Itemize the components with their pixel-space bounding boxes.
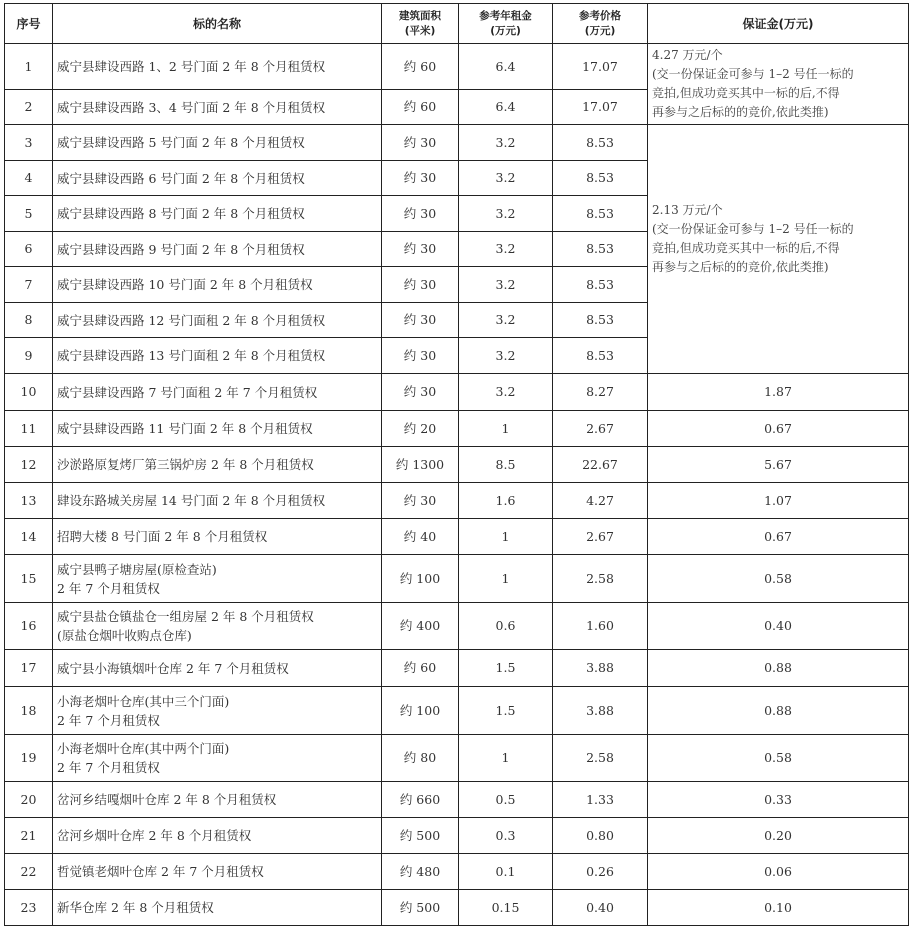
header-price-top: 参考价格 [579, 9, 621, 22]
cell-seq: 13 [5, 483, 53, 519]
header-area [382, 4, 459, 44]
cell-name-line: 威宁县肆设西路 5 号门面 2 年 8 个月租赁权 [57, 135, 305, 150]
header-row [5, 4, 909, 44]
cell-area: 约 30 [382, 303, 459, 338]
cell-name [53, 303, 382, 338]
cell-name [53, 818, 382, 854]
cell-seq: 8 [5, 303, 53, 338]
cell-price: 8.53 [553, 338, 648, 374]
cell-deposit: 0.06 [648, 854, 909, 890]
cell-name [53, 890, 382, 926]
cell-name [53, 161, 382, 196]
cell-name-line: 威宁县肆设西路 13 号门面租 2 年 8 个月租赁权 [57, 348, 326, 363]
cell-price: 8.53 [553, 125, 648, 161]
table-row [5, 735, 909, 782]
cell-area: 约 480 [382, 854, 459, 890]
cell-rent: 1.6 [459, 483, 553, 519]
header-seq: 序号 [5, 4, 53, 44]
cell-seq: 4 [5, 161, 53, 196]
cell-name-line: 2 年 7 个月租赁权 [57, 580, 160, 596]
cell-rent: 3.2 [459, 196, 553, 232]
cell-rent: 3.2 [459, 125, 553, 161]
cell-name-line: 威宁县肆设西路 11 号门面 2 年 8 个月租赁权 [57, 421, 313, 436]
cell-deposit: 0.67 [648, 411, 909, 447]
cell-price: 2.58 [553, 735, 648, 782]
cell-name [53, 232, 382, 267]
cell-name [53, 735, 382, 782]
cell-name [53, 854, 382, 890]
cell-area: 约 30 [382, 483, 459, 519]
cell-price: 2.67 [553, 519, 648, 555]
cell-name-line: 威宁县肆设西路 3、4 号门面 2 年 8 个月租赁权 [57, 99, 326, 115]
cell-seq: 5 [5, 196, 53, 232]
cell-rent: 1 [459, 411, 553, 447]
deposit-group-2-note: (交一份保证金可参与 1–2 号任一标的 [652, 222, 854, 236]
cell-area: 约 30 [382, 196, 459, 232]
deposit-group-1-note: 竞拍,但成功竞买其中一标的后,不得 [652, 86, 840, 100]
cell-deposit: 0.20 [648, 818, 909, 854]
cell-deposit: 0.33 [648, 782, 909, 818]
cell-seq: 9 [5, 338, 53, 374]
cell-name-line: 威宁县肆设西路 6 号门面 2 年 8 个月租赁权 [57, 170, 305, 186]
auction-table-container [4, 3, 908, 926]
cell-area: 约 40 [382, 519, 459, 555]
deposit-group-1-note: (交一份保证金可参与 1–2 号任一标的 [652, 67, 854, 81]
cell-name-line: 威宁县盐仓镇盐仓一组房屋 2 年 8 个月租赁权 [57, 609, 314, 624]
cell-rent: 3.2 [459, 161, 553, 196]
table-row [5, 818, 909, 854]
cell-name [53, 267, 382, 303]
cell-name-line: 威宁县肆设西路 7 号门面租 2 年 7 个月租赁权 [57, 384, 318, 400]
cell-name-line: 威宁县鸭子塘房屋(原检查站) [57, 561, 217, 577]
cell-name-line: 招聘大楼 8 号门面 2 年 8 个月租赁权 [57, 529, 268, 544]
cell-area: 约 30 [382, 161, 459, 196]
cell-area: 约 60 [382, 90, 459, 125]
cell-deposit: 0.88 [648, 650, 909, 687]
cell-name-line: 新华仓库 2 年 8 个月租赁权 [57, 900, 214, 915]
cell-seq: 17 [5, 650, 53, 687]
cell-name [53, 44, 382, 90]
cell-price: 2.67 [553, 411, 648, 447]
cell-price: 22.67 [553, 447, 648, 483]
cell-area: 约 30 [382, 338, 459, 374]
cell-name [53, 687, 382, 735]
table-row [5, 519, 909, 555]
cell-name [53, 125, 382, 161]
auction-table [4, 3, 909, 926]
cell-name [53, 90, 382, 125]
cell-seq: 15 [5, 555, 53, 603]
cell-area: 约 60 [382, 650, 459, 687]
cell-name-line: 2 年 7 个月租赁权 [57, 712, 160, 728]
table-row [5, 447, 909, 483]
cell-name [53, 338, 382, 374]
header-name: 标的名称 [53, 4, 382, 44]
cell-rent: 0.5 [459, 782, 553, 818]
cell-seq: 18 [5, 687, 53, 735]
cell-seq: 7 [5, 267, 53, 303]
cell-area: 约 500 [382, 890, 459, 926]
header-area-unit: (平米) [404, 24, 436, 37]
deposit-group-1 [648, 44, 909, 125]
cell-rent: 3.2 [459, 267, 553, 303]
cell-rent: 1 [459, 555, 553, 603]
deposit-group-1-amount: 4.27 万元/个 [652, 48, 723, 62]
cell-name [53, 555, 382, 603]
deposit-group-1-note: 再参与之后标的的竞价,依此类推) [652, 105, 829, 119]
cell-area: 约 660 [382, 782, 459, 818]
table-row [5, 603, 909, 650]
table-row [5, 854, 909, 890]
cell-rent: 3.2 [459, 303, 553, 338]
cell-deposit: 5.67 [648, 447, 909, 483]
cell-name-line: 岔河乡烟叶仓库 2 年 8 个月租赁权 [57, 828, 252, 843]
cell-rent: 6.4 [459, 44, 553, 90]
cell-name-line: 威宁县肆设西路 8 号门面 2 年 8 个月租赁权 [57, 206, 305, 221]
table-body [5, 44, 909, 926]
cell-rent: 0.6 [459, 603, 553, 650]
cell-area: 约 30 [382, 267, 459, 303]
deposit-group-2-amount: 2.13 万元/个 [652, 203, 723, 217]
cell-deposit: 0.40 [648, 603, 909, 650]
table-row [5, 483, 909, 519]
cell-area: 约 400 [382, 603, 459, 650]
table-row [5, 890, 909, 926]
cell-name [53, 447, 382, 483]
cell-deposit: 1.07 [648, 483, 909, 519]
cell-seq: 2 [5, 90, 53, 125]
cell-name [53, 603, 382, 650]
table-row [5, 650, 909, 687]
cell-price: 8.53 [553, 161, 648, 196]
header-price-unit: (万元) [584, 24, 616, 37]
cell-price: 3.88 [553, 687, 648, 735]
cell-name-line: 威宁县肆设西路 9 号门面 2 年 8 个月租赁权 [57, 241, 305, 257]
cell-price: 0.40 [553, 890, 648, 926]
cell-area: 约 1300 [382, 447, 459, 483]
cell-name [53, 411, 382, 447]
cell-seq: 14 [5, 519, 53, 555]
cell-seq: 6 [5, 232, 53, 267]
cell-rent: 6.4 [459, 90, 553, 125]
table-row [5, 411, 909, 447]
cell-name-line: 哲觉镇老烟叶仓库 2 年 7 个月租赁权 [57, 864, 264, 879]
header-rent-top: 参考年租金 [479, 9, 532, 22]
cell-rent: 3.2 [459, 232, 553, 267]
cell-price: 8.27 [553, 374, 648, 411]
cell-seq: 12 [5, 447, 53, 483]
cell-seq: 3 [5, 125, 53, 161]
header-rent-unit: (万元) [490, 24, 521, 37]
cell-price: 8.53 [553, 303, 648, 338]
cell-rent: 0.1 [459, 854, 553, 890]
table-row [5, 555, 909, 603]
cell-name-line: (原盐仓烟叶收购点仓库) [57, 628, 192, 643]
header-price [553, 4, 648, 44]
cell-name [53, 650, 382, 687]
cell-area: 约 30 [382, 125, 459, 161]
header-rent [459, 4, 553, 44]
cell-deposit: 0.67 [648, 519, 909, 555]
cell-price: 4.27 [553, 483, 648, 519]
cell-seq: 22 [5, 854, 53, 890]
table-row [5, 782, 909, 818]
cell-name-line: 威宁县肆设西路 10 号门面 2 年 8 个月租赁权 [57, 277, 313, 292]
cell-seq: 21 [5, 818, 53, 854]
cell-seq: 1 [5, 44, 53, 90]
table-row [5, 125, 909, 161]
cell-price: 0.80 [553, 818, 648, 854]
cell-price: 0.26 [553, 854, 648, 890]
cell-name-line: 威宁县小海镇烟叶仓库 2 年 7 个月租赁权 [57, 660, 289, 676]
cell-seq: 16 [5, 603, 53, 650]
cell-name-line: 小海老烟叶仓库(其中两个门面) [57, 741, 230, 756]
cell-price: 8.53 [553, 196, 648, 232]
cell-name-line: 威宁县肆设西路 1、2 号门面 2 年 8 个月租赁权 [57, 59, 326, 74]
cell-rent: 3.2 [459, 338, 553, 374]
header-deposit: 保证金(万元) [648, 4, 909, 44]
cell-deposit: 0.10 [648, 890, 909, 926]
cell-name-line: 岔河乡结嘎烟叶仓库 2 年 8 个月租赁权 [57, 792, 277, 807]
cell-seq: 10 [5, 374, 53, 411]
deposit-group-2-note: 再参与之后标的的竞价,依此类推) [652, 260, 829, 274]
cell-name [53, 782, 382, 818]
cell-name [53, 196, 382, 232]
cell-price: 2.58 [553, 555, 648, 603]
cell-rent: 1.5 [459, 650, 553, 687]
cell-seq: 11 [5, 411, 53, 447]
cell-name-line: 肆设东路城关房屋 14 号门面 2 年 8 个月租赁权 [57, 493, 326, 508]
cell-rent: 1 [459, 735, 553, 782]
cell-area: 约 30 [382, 232, 459, 267]
cell-name-line: 威宁县肆设西路 12 号门面租 2 年 8 个月租赁权 [57, 312, 326, 328]
cell-price: 8.53 [553, 232, 648, 267]
cell-seq: 20 [5, 782, 53, 818]
deposit-group-2-note: 竞拍,但成功竞买其中一标的后,不得 [652, 241, 840, 255]
cell-area: 约 20 [382, 411, 459, 447]
cell-name [53, 483, 382, 519]
cell-rent: 0.3 [459, 818, 553, 854]
cell-name [53, 374, 382, 411]
cell-price: 8.53 [553, 267, 648, 303]
cell-name-line: 2 年 7 个月租赁权 [57, 760, 160, 775]
cell-deposit: 0.58 [648, 735, 909, 782]
cell-seq: 19 [5, 735, 53, 782]
table-row [5, 374, 909, 411]
cell-area: 约 60 [382, 44, 459, 90]
cell-area: 约 80 [382, 735, 459, 782]
cell-price: 1.33 [553, 782, 648, 818]
cell-rent: 0.15 [459, 890, 553, 926]
cell-seq: 23 [5, 890, 53, 926]
cell-area: 约 30 [382, 374, 459, 411]
cell-rent: 8.5 [459, 447, 553, 483]
deposit-group-2 [648, 125, 909, 374]
cell-price: 17.07 [553, 90, 648, 125]
cell-deposit: 0.88 [648, 687, 909, 735]
table-row [5, 44, 909, 90]
cell-area: 约 100 [382, 687, 459, 735]
cell-price: 17.07 [553, 44, 648, 90]
header-area-top: 建筑面积 [399, 9, 441, 22]
cell-name [53, 519, 382, 555]
cell-area: 约 500 [382, 818, 459, 854]
cell-rent: 1 [459, 519, 553, 555]
table-row [5, 687, 909, 735]
cell-price: 3.88 [553, 650, 648, 687]
cell-price: 1.60 [553, 603, 648, 650]
cell-area: 约 100 [382, 555, 459, 603]
cell-rent: 1.5 [459, 687, 553, 735]
cell-name-line: 小海老烟叶仓库(其中三个门面) [57, 693, 230, 709]
cell-rent: 3.2 [459, 374, 553, 411]
cell-deposit: 0.58 [648, 555, 909, 603]
cell-name-line: 沙淤路原复烤厂第三锅炉房 2 年 8 个月租赁权 [57, 457, 314, 472]
cell-deposit: 1.87 [648, 374, 909, 411]
